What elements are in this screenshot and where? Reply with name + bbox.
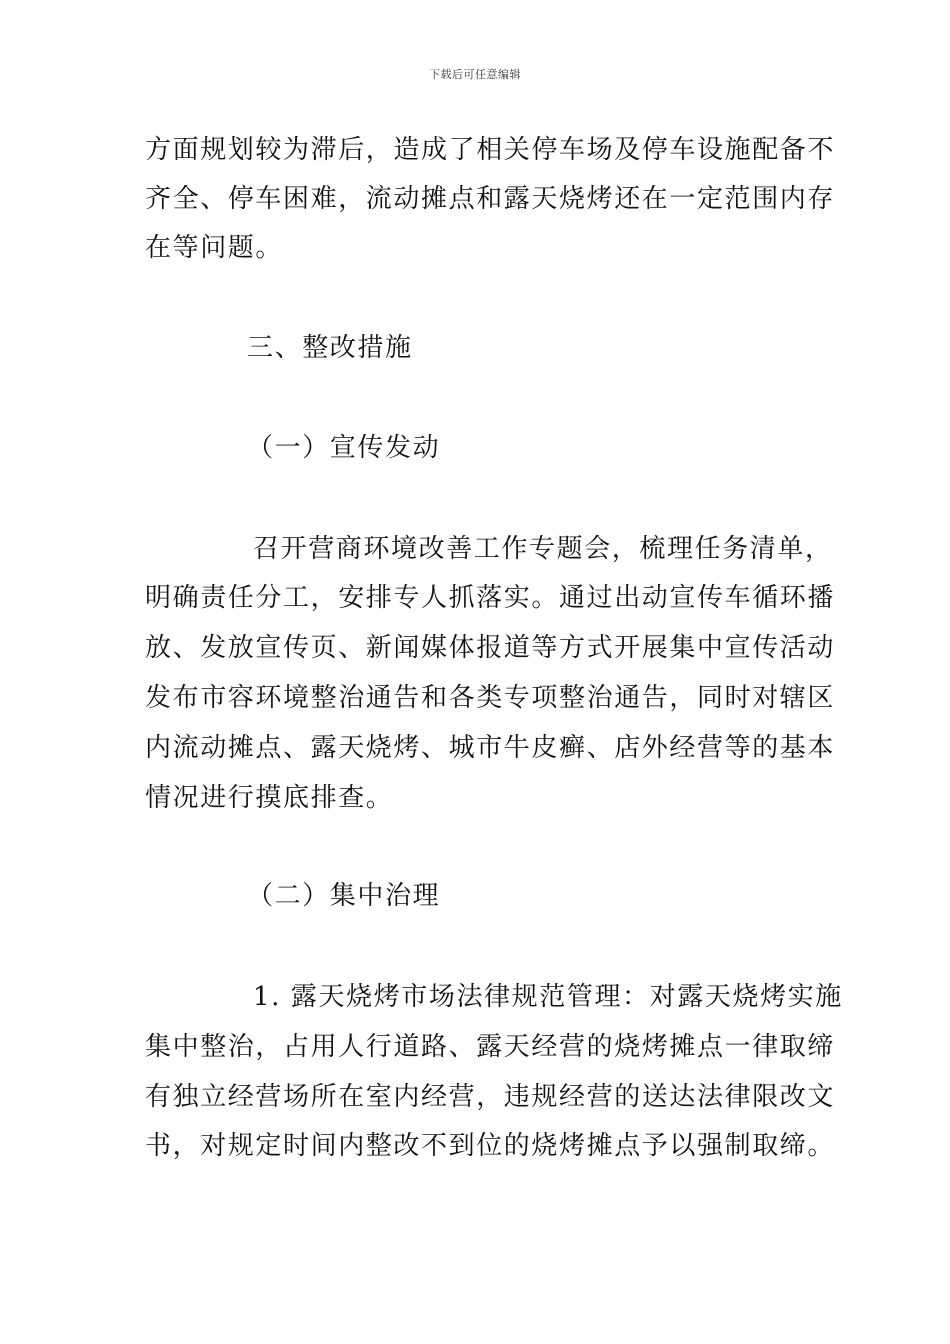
- paragraph-line: 在等问题。: [145, 233, 284, 263]
- paragraph-line: 有独立经营场所在室内经营，违规经营的送达法律限改文: [145, 1082, 836, 1112]
- paragraph-line: 发布市容环境整治通告和各类专项整治通告，同时对辖区: [145, 683, 836, 713]
- paragraph-line: 书，对规定时间内整改不到位的烧烤摊点予以强制取缔。: [145, 1131, 836, 1161]
- paragraph-line: 齐全、停车困难，流动摊点和露天烧烤还在一定范围内存: [145, 184, 836, 214]
- header-note: 下载后可任意编辑: [429, 68, 521, 81]
- subsection-heading: （二）集中治理: [247, 881, 441, 911]
- paragraph-line: 1. 露天烧烤市场法律规范管理：对露天烧烤实施: [253, 982, 843, 1012]
- subsection-heading: （一）宣传发动: [247, 433, 441, 463]
- paragraph-line: 放、发放宣传页、新闻媒体报道等方式开展集中宣传活动: [145, 633, 836, 663]
- paragraph-line: 明确责任分工，安排专人抓落实。通过出动宣传车循环播: [145, 583, 836, 613]
- paragraph-line: 内流动摊点、露天烧烤、城市牛皮癣、店外经营等的基本: [145, 733, 836, 763]
- paragraph-line: 情况进行摸底排查。: [145, 783, 394, 813]
- paragraph-line: 集中整治，占用人行道路、露天经营的烧烤摊点一律取缔: [145, 1032, 836, 1062]
- paragraph-line: 召开营商环境改善工作专题会，梳理任务清单，: [253, 534, 833, 564]
- paragraph-line: 方面规划较为滞后，造成了相关停车场及停车设施配备不: [145, 135, 836, 165]
- section-heading: 三、整改措施: [247, 333, 413, 363]
